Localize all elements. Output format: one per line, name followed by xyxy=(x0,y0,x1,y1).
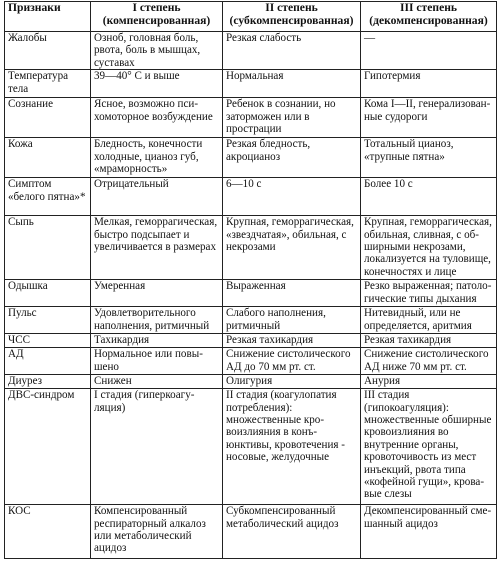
row-label: Жалобы xyxy=(5,32,91,70)
table-row xyxy=(5,307,497,334)
table-row xyxy=(5,375,497,389)
cell-degree-1: Мелкая, геморрагическая, быстро подсыпает и увеличивается в размерах xyxy=(91,216,223,280)
table-row xyxy=(5,348,497,375)
row-label: Сыпь xyxy=(5,216,91,280)
table-row xyxy=(5,216,497,280)
row-label: Диурез xyxy=(5,375,91,389)
table-row xyxy=(5,98,497,138)
cell-degree-3: Анурия xyxy=(361,375,497,389)
cell-degree-3: Кома I—II, генерализованные судороги xyxy=(361,98,497,138)
cell-degree-2: Крупная, геморрагическая, «звездчатая», обильная, с некрозами xyxy=(223,216,361,280)
row-label: Пульс xyxy=(5,307,91,334)
cell-degree-2: Нормальная xyxy=(223,70,361,98)
cell-degree-3: Крупная, геморрагическая, обильная, сливная, с обширными некрозами, локализуется на туловище, конечностях и лице xyxy=(361,216,497,280)
table-header-row xyxy=(5,2,497,32)
cell-degree-2: Олигурия xyxy=(223,375,361,389)
row-label: ЧСС xyxy=(5,334,91,348)
cell-degree-1: Удовлетворительного наполнения, ритмичный xyxy=(91,307,223,334)
cell-degree-1: Отрицательный xyxy=(91,178,223,216)
header-signs: Признаки xyxy=(5,2,91,32)
cell-degree-1: Умеренная xyxy=(91,280,223,307)
cell-degree-3: Декомпенсированный смешанный ацидоз xyxy=(361,505,497,559)
cell-degree-2: Слабого наполнения, ритмичный xyxy=(223,307,361,334)
cell-degree-2: Снижение систолического АД до 70 мм рт. ст. xyxy=(223,348,361,375)
cell-degree-1: Тахикардия xyxy=(91,334,223,348)
cell-degree-2: Субкомпенсированный метаболический ацидоз xyxy=(223,505,361,559)
cell-degree-3: Нитевидный, или не определяется, аритмия xyxy=(361,307,497,334)
cell-degree-1: Озноб, головная боль, рвота, боль в мышцах, суставах xyxy=(91,32,223,70)
cell-degree-2: Резкая бледность, акроцианоз xyxy=(223,138,361,178)
table-row xyxy=(5,505,497,559)
cell-degree-2: 6—10 с xyxy=(223,178,361,216)
table-row xyxy=(5,334,497,348)
shock-degrees-table xyxy=(4,1,497,559)
row-label: ДВС-синдром xyxy=(5,389,91,505)
row-label: АД xyxy=(5,348,91,375)
cell-degree-1: Ясное, возможно психомоторное возбуждение xyxy=(91,98,223,138)
cell-degree-3: III стадия (гипокоагуляция): множественные обширные кровоизлияния во внутренние органы, кровоточивость из мест инъекций, рвота типа «кофейной гущи», кровавые слезы xyxy=(361,389,497,505)
table-row xyxy=(5,138,497,178)
cell-degree-3: Резко выраженная; патологические типы дыхания xyxy=(361,280,497,307)
header-degree-1: I степень (компенсированная) xyxy=(91,2,223,32)
row-label: Одышка xyxy=(5,280,91,307)
cell-degree-3: Гипотермия xyxy=(361,70,497,98)
cell-degree-3: Более 10 с xyxy=(361,178,497,216)
table-row xyxy=(5,178,497,216)
row-label: Температура тела xyxy=(5,70,91,98)
table-row xyxy=(5,32,497,70)
header-degree-2: II степень (субкомпенсированная) xyxy=(223,2,361,32)
header-degree-3: III степень (декомпенсированная) xyxy=(361,2,497,32)
table-row xyxy=(5,70,497,98)
cell-degree-2: Выраженная xyxy=(223,280,361,307)
cell-degree-2: Резкая слабость xyxy=(223,32,361,70)
row-label: КОС xyxy=(5,505,91,559)
row-label: Симптом «белого пятна»* xyxy=(5,178,91,216)
cell-degree-3: — xyxy=(361,32,497,70)
cell-degree-1: Снижен xyxy=(91,375,223,389)
cell-degree-2: Резкая тахикардия xyxy=(223,334,361,348)
cell-degree-2: Ребенок в сознании, но заторможен или в прострации xyxy=(223,98,361,138)
table-row xyxy=(5,389,497,505)
cell-degree-1: Нормальное или повышено xyxy=(91,348,223,375)
cell-degree-3: Резкая тахикардия xyxy=(361,334,497,348)
cell-degree-1: Бледность, конечности холодные, цианоз губ, «мраморность» xyxy=(91,138,223,178)
table-container xyxy=(4,1,497,559)
cell-degree-3: Тотальный цианоз, «трупные пятна» xyxy=(361,138,497,178)
row-label: Кожа xyxy=(5,138,91,178)
cell-degree-1: I стадия (гиперкоагуляция) xyxy=(91,389,223,505)
cell-degree-1: 39—40° С и выше xyxy=(91,70,223,98)
table-row xyxy=(5,280,497,307)
cell-degree-3: Снижение систолического АД ниже 70 мм рт. ст. xyxy=(361,348,497,375)
cell-degree-2: II стадия (коагулопатия потребления): множественные кровоизлияния в конъюнктивы, кровотечения - носовые, желудочные xyxy=(223,389,361,505)
cell-degree-1: Компенсированный респираторный алкалоз или метаболический ацидоз xyxy=(91,505,223,559)
row-label: Сознание xyxy=(5,98,91,138)
